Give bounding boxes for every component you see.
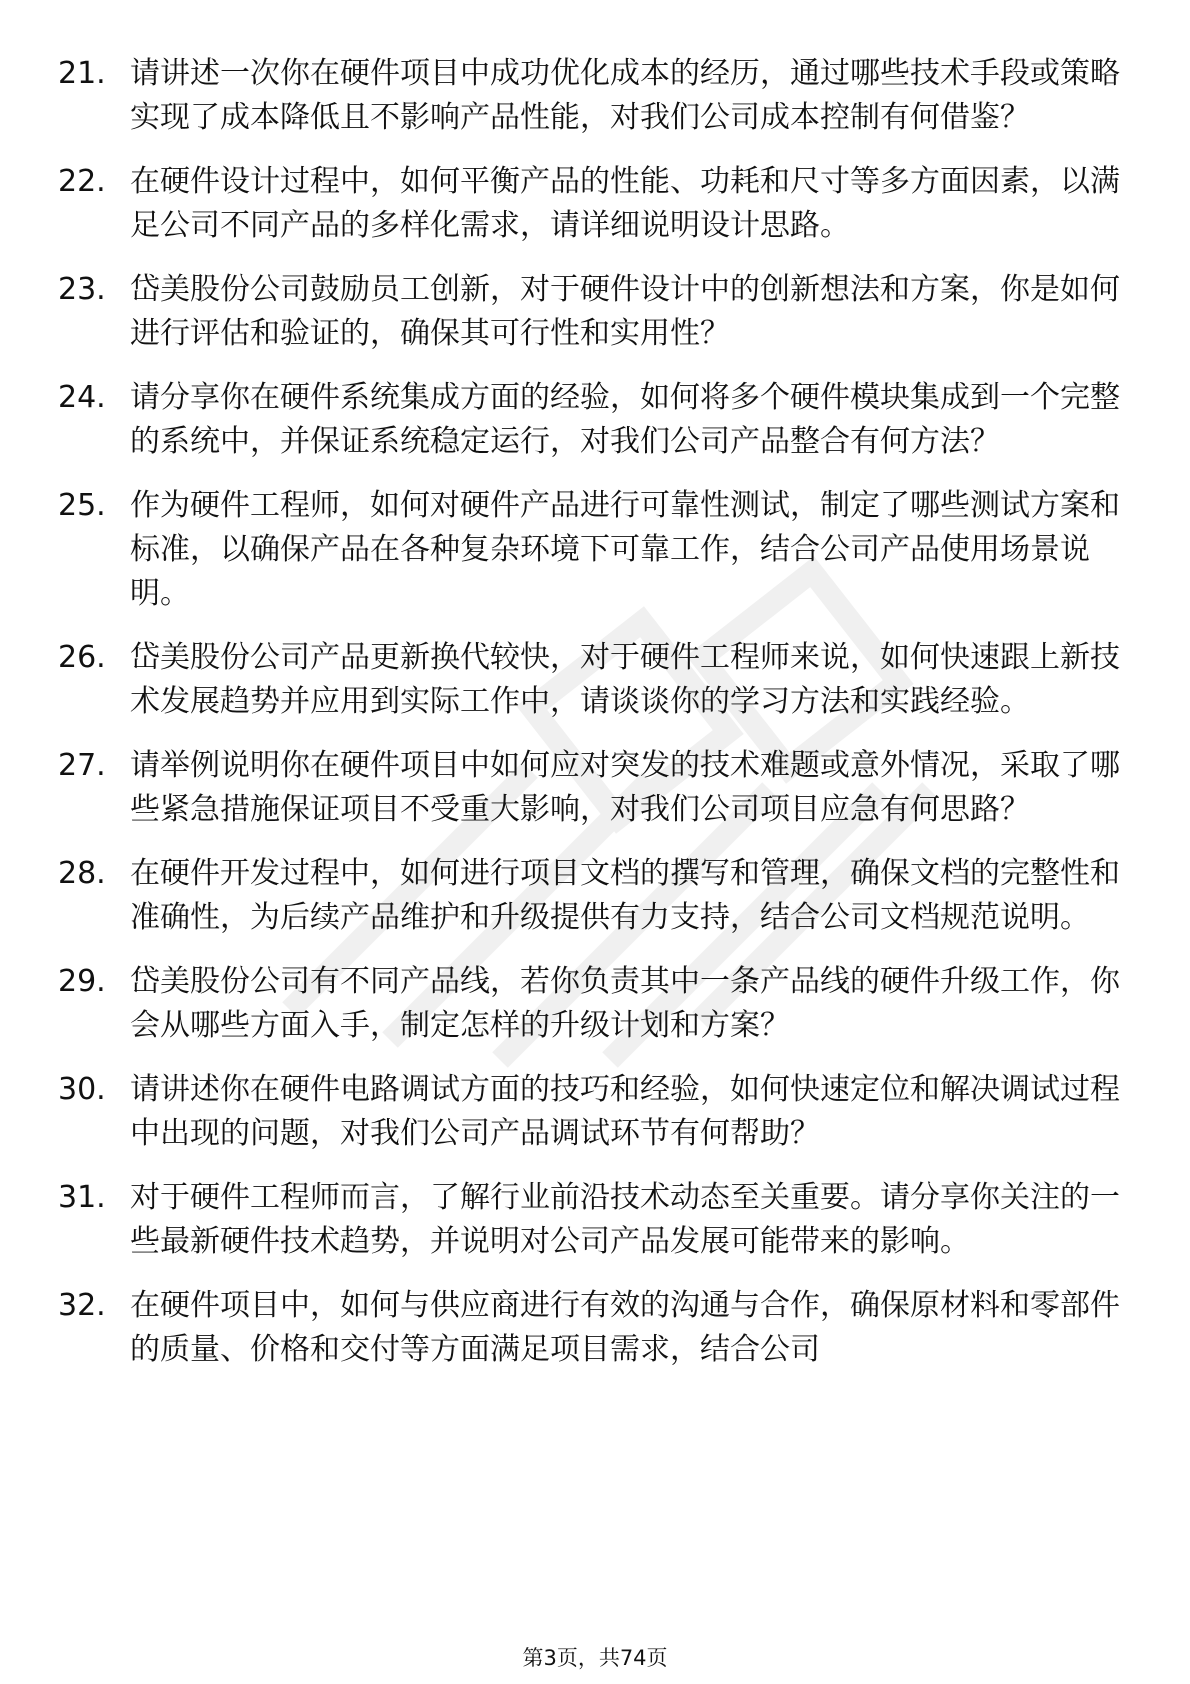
question-number: 21. <box>58 56 106 91</box>
question-number: 24. <box>58 380 106 415</box>
question-item <box>58 268 1138 356</box>
question-item <box>58 376 1138 464</box>
question-text: 在硬件项目中，如何与供应商进行有效的沟通与合作，确保原材料和零部件的质量、价格和交付等方面满足项目需求，结合公司 <box>130 1288 1120 1367</box>
question-text: 请举例说明你在硬件项目中如何应对突发的技术难题或意外情况，采取了哪些紧急措施保证项目不受重大影响，对我们公司项目应急有何思路？ <box>130 748 1120 827</box>
question-item <box>58 852 1138 940</box>
question-number: 23. <box>58 272 106 307</box>
question-text: 岱美股份公司鼓励员工创新，对于硬件设计中的创新想法和方案，你是如何进行评估和验证的，确保其可行性和实用性？ <box>130 272 1120 351</box>
question-text: 对于硬件工程师而言，了解行业前沿技术动态至关重要。请分享你关注的一些最新硬件技术趋势，并说明对公司产品发展可能带来的影响。 <box>130 1180 1120 1259</box>
question-number: 25. <box>58 488 106 523</box>
question-number: 28. <box>58 856 106 891</box>
page-number-label: 第3页，共74页 <box>522 1646 668 1670</box>
question-text: 在硬件开发过程中，如何进行项目文档的撰写和管理，确保文档的完整性和准确性，为后续产品维护和升级提供有力支持，结合公司文档规范说明。 <box>130 856 1120 935</box>
question-number: 27. <box>58 748 106 783</box>
question-item <box>58 160 1138 248</box>
question-number: 32. <box>58 1288 106 1323</box>
question-number: 22. <box>58 164 106 199</box>
question-item <box>58 960 1138 1048</box>
question-text: 请分享你在硬件系统集成方面的经验，如何将多个硬件模块集成到一个完整的系统中，并保证系统稳定运行，对我们公司产品整合有何方法？ <box>130 380 1120 459</box>
question-number: 26. <box>58 640 106 675</box>
question-text: 在硬件设计过程中，如何平衡产品的性能、功耗和尺寸等多方面因素，以满足公司不同产品的多样化需求，请详细说明设计思路。 <box>130 164 1120 243</box>
question-item <box>58 52 1138 140</box>
question-text: 岱美股份公司有不同产品线，若你负责其中一条产品线的硬件升级工作，你会从哪些方面入手，制定怎样的升级计划和方案？ <box>130 964 1120 1043</box>
page-footer <box>0 1642 1190 1672</box>
question-item <box>58 744 1138 832</box>
question-text: 作为硬件工程师，如何对硬件产品进行可靠性测试，制定了哪些测试方案和标准，以确保产品在各种复杂环境下可靠工作，结合公司产品使用场景说明。 <box>130 488 1120 611</box>
question-item <box>58 1068 1138 1156</box>
question-item <box>58 636 1138 724</box>
question-item <box>58 1176 1138 1264</box>
question-text: 岱美股份公司产品更新换代较快，对于硬件工程师来说，如何快速跟上新技术发展趋势并应用到实际工作中，请谈谈你的学习方法和实践经验。 <box>130 640 1120 719</box>
question-list <box>58 52 1138 1392</box>
question-item <box>58 484 1138 616</box>
question-text: 请讲述你在硬件电路调试方面的技巧和经验，如何快速定位和解决调试过程中出现的问题，对我们公司产品调试环节有何帮助？ <box>130 1072 1120 1151</box>
question-number: 29. <box>58 964 106 999</box>
question-item <box>58 1284 1138 1372</box>
question-number: 30. <box>58 1072 106 1107</box>
question-text: 请讲述一次你在硬件项目中成功优化成本的经历，通过哪些技术手段或策略实现了成本降低且不影响产品性能，对我们公司成本控制有何借鉴？ <box>130 56 1120 135</box>
question-number: 31. <box>58 1180 106 1215</box>
